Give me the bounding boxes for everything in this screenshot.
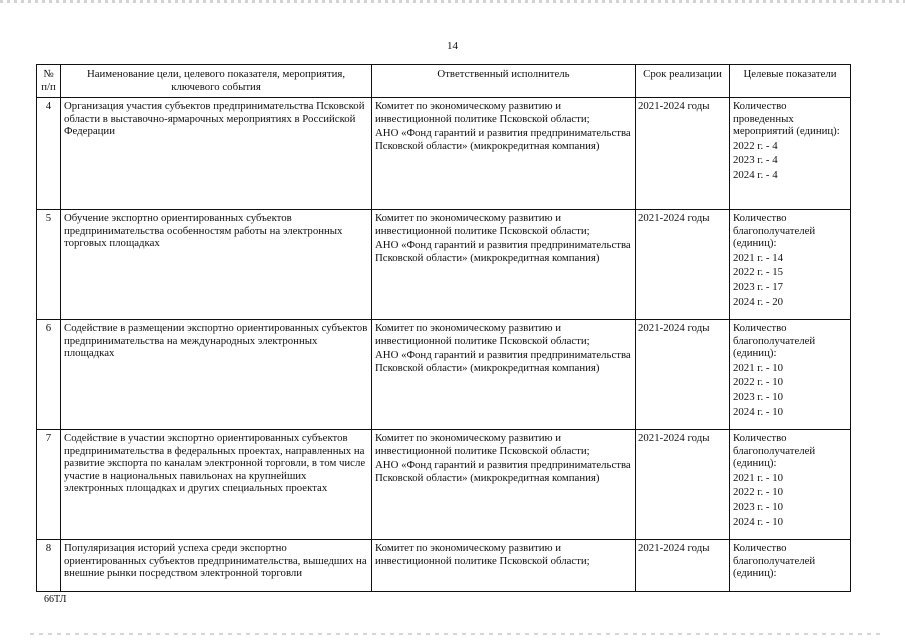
executor-cell [372, 320, 636, 430]
indicator-value: 2023 г. - 10 [733, 390, 783, 403]
table-row [37, 210, 851, 320]
executor-committee: Комитет по экономическому развитию и инвестиционной политике Псковской области; [375, 100, 590, 125]
indicator-value: 2024 г. - 4 [733, 168, 778, 181]
scan-artifact-top [0, 0, 905, 3]
executor-cell [372, 540, 636, 592]
measure-name: Содействие в размещении экспортно ориентированных субъектов предпринимательства на международных электронных площадках [61, 320, 372, 430]
period: 2021-2024 годы [636, 540, 730, 592]
indicator-value: 2023 г. - 10 [733, 500, 783, 513]
header-period: Срок реализации [636, 65, 730, 98]
indicator-value: 2022 г. - 15 [733, 266, 783, 279]
footer-code: 66ТЛ [44, 594, 67, 605]
period: 2021-2024 годы [636, 210, 730, 320]
indicator-title: Количество благополучателей (единиц): [733, 322, 816, 360]
header-num: № п/п [37, 65, 61, 98]
header-name: Наименование цели, целевого показателя, мероприятия, ключевого события [61, 65, 372, 98]
period: 2021-2024 годы [636, 98, 730, 210]
indicator-value: 2022 г. - 4 [733, 139, 778, 152]
targets-cell [730, 320, 851, 430]
indicator-title: Количество благополучателей (единиц): [733, 212, 816, 250]
measure-name: Обучение экспортно ориентированных субъектов предпринимательства особенностям работы на электронных торговых площадках [61, 210, 372, 320]
indicator-title: Количество благополучателей (единиц): [733, 542, 816, 580]
executor-committee: Комитет по экономическому развитию и инвестиционной политике Псковской области; [375, 322, 590, 347]
executor-cell [372, 98, 636, 210]
executor-cell [372, 430, 636, 540]
indicator-value: 2021 г. - 10 [733, 471, 783, 484]
targets-cell [730, 540, 851, 592]
indicator-value: 2021 г. - 10 [733, 361, 783, 374]
measure-name: Организация участия субъектов предпринимательства Псковской области в выставочно-ярмарочных мероприятиях в Российской Федерации [61, 98, 372, 210]
table-row [37, 540, 851, 592]
header-executor: Ответственный исполнитель [372, 65, 636, 98]
executor-cell [372, 210, 636, 320]
executor-fund: АНО «Фонд гарантий и развития предпринимательства Псковской области» (микрокредитная компания) [375, 349, 631, 374]
executor-fund: АНО «Фонд гарантий и развития предпринимательства Псковской области» (микрокредитная компания) [375, 459, 631, 484]
indicator-title: Количество проведенных мероприятий (единиц): [733, 100, 840, 138]
executor-committee: Комитет по экономическому развитию и инвестиционной политике Псковской области; [375, 542, 590, 567]
indicator-value: 2024 г. - 10 [733, 515, 783, 528]
indicator-title: Количество благополучателей (единиц): [733, 432, 816, 470]
row-number: 6 [37, 320, 61, 430]
executor-fund: АНО «Фонд гарантий и развития предпринимательства Псковской области» (микрокредитная компания) [375, 239, 631, 264]
executor-committee: Комитет по экономическому развитию и инвестиционной политике Псковской области; [375, 432, 590, 457]
row-number: 5 [37, 210, 61, 320]
targets-cell [730, 98, 851, 210]
header-targets: Целевые показатели [730, 65, 851, 98]
targets-cell [730, 210, 851, 320]
measure-name: Содействие в участии экспортно ориентированных субъектов предпринимательства в федеральных проектах, направленных на развитие экспорта по каналам электронной торговли, в том числе участие в национальных павильонах на крупнейших электронных площадках и других специальных проектах [61, 430, 372, 540]
period: 2021-2024 годы [636, 430, 730, 540]
table-row [37, 320, 851, 430]
indicator-value: 2023 г. - 4 [733, 154, 778, 167]
indicator-value: 2022 г. - 10 [733, 486, 783, 499]
executor-committee: Комитет по экономическому развитию и инвестиционной политике Псковской области; [375, 212, 590, 237]
indicator-value: 2022 г. - 10 [733, 376, 783, 389]
row-number: 8 [37, 540, 61, 592]
measure-name: Популяризация историй успеха среди экспортно ориентированных субъектов предпринимательства, вышедших на внешние рынки посредством электронной торговли [61, 540, 372, 592]
executor-fund: АНО «Фонд гарантий и развития предпринимательства Псковской области» (микрокредитная компания) [375, 127, 631, 152]
period: 2021-2024 годы [636, 320, 730, 430]
indicator-value: 2024 г. - 10 [733, 405, 783, 418]
indicator-value: 2023 г. - 17 [733, 280, 783, 293]
table-header-row [37, 65, 851, 98]
page-number: 14 [447, 40, 458, 52]
indicator-value: 2024 г. - 20 [733, 295, 783, 308]
table-row [37, 98, 851, 210]
targets-cell [730, 430, 851, 540]
indicator-value: 2021 г. - 14 [733, 251, 783, 264]
row-number: 4 [37, 98, 61, 210]
table-row [37, 430, 851, 540]
scan-artifact-bottom [30, 633, 885, 635]
measures-table [36, 64, 851, 592]
row-number: 7 [37, 430, 61, 540]
